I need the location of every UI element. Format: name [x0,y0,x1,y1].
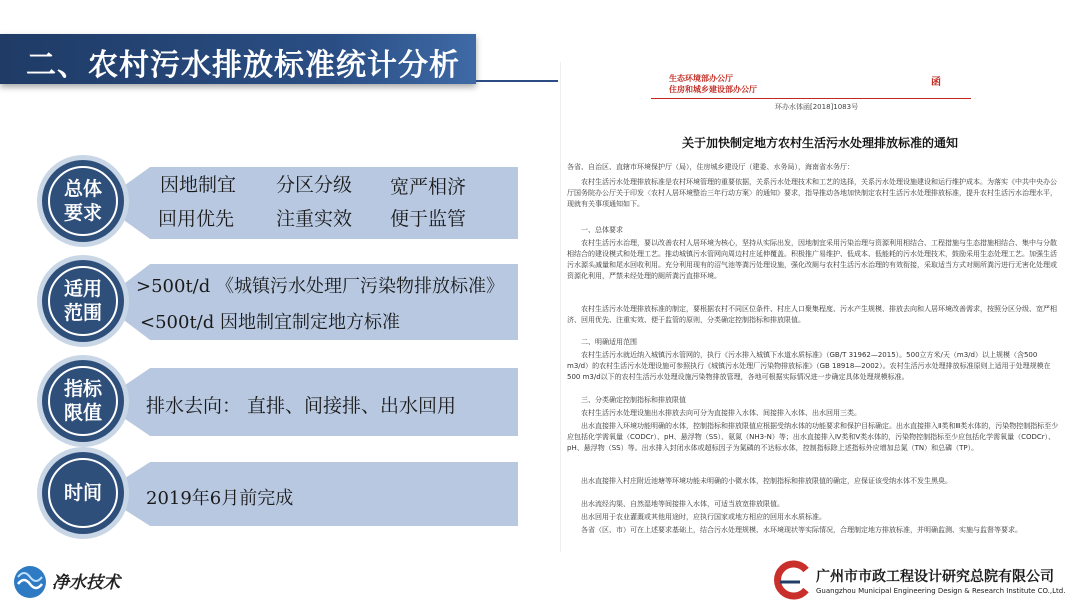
doc-paragraph: 出水直接排入环境功能明确的水体，控制指标和排放限值应根据受纳水体的功能要求和保护目标确定。出水直接排入Ⅱ类和Ⅲ类水体的，污染物控制指标至少应包括化学需氧量（CODCr）、pH、悬浮物（SS）、氨氮（NH3-N）等；出水直接排入Ⅳ类和Ⅴ类水体的，污染物控制指标至少应包括化学需氧量（CODCr）、pH、悬浮物（SS）等。出水排入封闭水体或超标因子为氮磷的不达标水体，控制指标除上述指标外应增加总氮（TN）和总磷（TP）。 [567,422,1059,452]
time-line: 2019年6月前完成 [146,488,294,509]
label-time: 时间 [63,482,102,504]
doc-section-heading: 三、分类确定控制指标和排放限值 [581,396,686,404]
doc-paragraph: 出水流经沟渠、自然湿地等间接排入水体，可适当放宽排放限值。 [581,500,784,508]
doc-han: 函 [931,77,941,88]
principle-item: 因地制宜 [160,174,237,196]
doc-number: 环办水体函[2018]1083号 [775,103,859,111]
title-underline [476,80,558,82]
doc-section-heading: 二、明确适用范围 [581,338,637,346]
company-name-cn: 广州市市政工程设计研究总院有限公司 [816,569,1054,585]
doc-section-heading: 一、总体要求 [581,226,623,234]
doc-heading: 关于加快制定地方农村生活污水处理排放标准的通知 [681,136,958,150]
label-scope-1: 适用 [63,278,102,300]
doc-paragraph: 出水回用于农业灌溉或其他用途时，应执行国家或地方相应的回用水水质标准。 [581,513,826,521]
doc-paragraph: 各省（区、市）可在上述要求基础上，结合污水处理规模、水环境现状等实际情况，合理制定地方排放标准，并明确监测、实施与监督等要求。 [581,526,1022,534]
circle-scope [42,260,124,342]
label-limits-2: 限值 [63,402,102,424]
scope-line-2: <500t/d 因地制宜制定地方标准 [140,312,400,333]
principle-item: 便于监管 [390,208,467,230]
water-tech-logo [10,562,160,606]
label-scope-2: 范围 [63,302,102,324]
doc-paragraph: 农村生活污水治理，要以改善农村人居环境为核心，坚持从实际出发，因地制宜采用污染治理与资源利用相结合、工程措施与生态措施相结合、集中与分散相结合的建设模式和处理工艺。推动城镇污水管网向周边村庄延伸覆盖。积极推广易维护、低成本、低能耗的污水处理技术，鼓励采用生态处理工艺。加强生活污水源头减量和尾水回收利用。充分利用现有的沼气池等粪污处理设施，强化改厕与农村生活污水治理的有效衔接，采取适当方式对厕所粪污进行无害化处理或资源化利用，严禁未经处理的厕所粪污直排环境。 [567,239,1057,280]
section-title-bar [0,34,476,84]
doc-recipients: 各省、自治区、直辖市环境保护厅（局），住房城乡建设厅（建委、水务局），海南省水务厅： [567,163,854,171]
circle-overall [42,160,124,242]
circle-time [42,452,124,534]
principle-item: 分区分级 [276,174,353,196]
company-emblem-icon [770,560,812,600]
principle-item: 宽严相济 [390,176,467,198]
label-overall-2: 要求 [63,202,102,224]
label-limits-1: 指标 [63,378,102,400]
doc-agency-1: 生态环境部办公厅 [669,74,733,83]
limits-line: 排水去向： 直排、间接排、出水回用 [146,395,457,417]
principle-item: 回用优先 [158,208,235,230]
company-name-en: Guangzhou Municipal Engineering Design & Research Institute CO.,Ltd. [816,587,1066,595]
doc-red-rule [651,98,971,99]
water-tech-logo-text: 净水技术 [52,573,120,593]
section-title: 二、农村污水排放标准统计分析 [26,48,460,83]
scope-line-1: >500t/d 《城镇污水处理厂污染物排放标准》 [136,276,504,297]
label-overall-1: 总体 [63,178,102,200]
doc-paragraph: 农村生活污水就近纳入城镇污水管网的，执行《污水排入城镇下水道水质标准》（GB/T 31962—2015）。500立方米/天（m3/d）以上规模（含500 m3/d）的农村生活污水处理设施可参照执行《城镇污水处理厂污染物排放标准》（GB 18918—2002）。农村生活污水处理排放标准原则上适用于处理规模在500 m3/d以下的农村生活污水处理设施污染物排放管理，各地可根据实际情况进一步确定具体处理规模标准。 [567,351,1051,381]
circle-limits [42,360,124,442]
doc-paragraph: 出水直接排入村庄附近池塘等环境功能未明确的小微水体，控制指标和排放限值的确定，应保证该受纳水体不发生黑臭。 [581,477,952,485]
doc-paragraph: 农村生活污水处理排放标准是农村环境管理的重要依据，关系污水处理技术和工艺的选择，关系污水处理设施建设和运行维护成本。为落实《中共中央办公厅国务院办公厅关于印发〈农村人居环境整治三年行动方案〉的通知》要求，指导推动各地加快制定农村生活污水处理排放标准，提升农村生活污水治理水平，现就有关事项通知如下。 [567,178,1057,208]
notice-document [560,62,1079,552]
gmedri-logo [770,560,1066,604]
doc-paragraph: 农村生活污水处理排放标准的制定，要根据农村不同区位条件、村庄人口聚集程度、污水产生规模、排放去向和人居环境改善需求，按照分区分级、宽严相济、回用优先、注重实效、便于监管的原则，分类确定控制指标和排放限值。 [567,305,1057,324]
doc-paragraph: 农村生活污水处理设施出水排放去向可分为直接排入水体、间接排入水体、出水回用三类。 [581,409,861,417]
doc-agency-2: 住房和城乡建设部办公厅 [669,85,757,94]
principle-item: 注重实效 [276,208,353,230]
